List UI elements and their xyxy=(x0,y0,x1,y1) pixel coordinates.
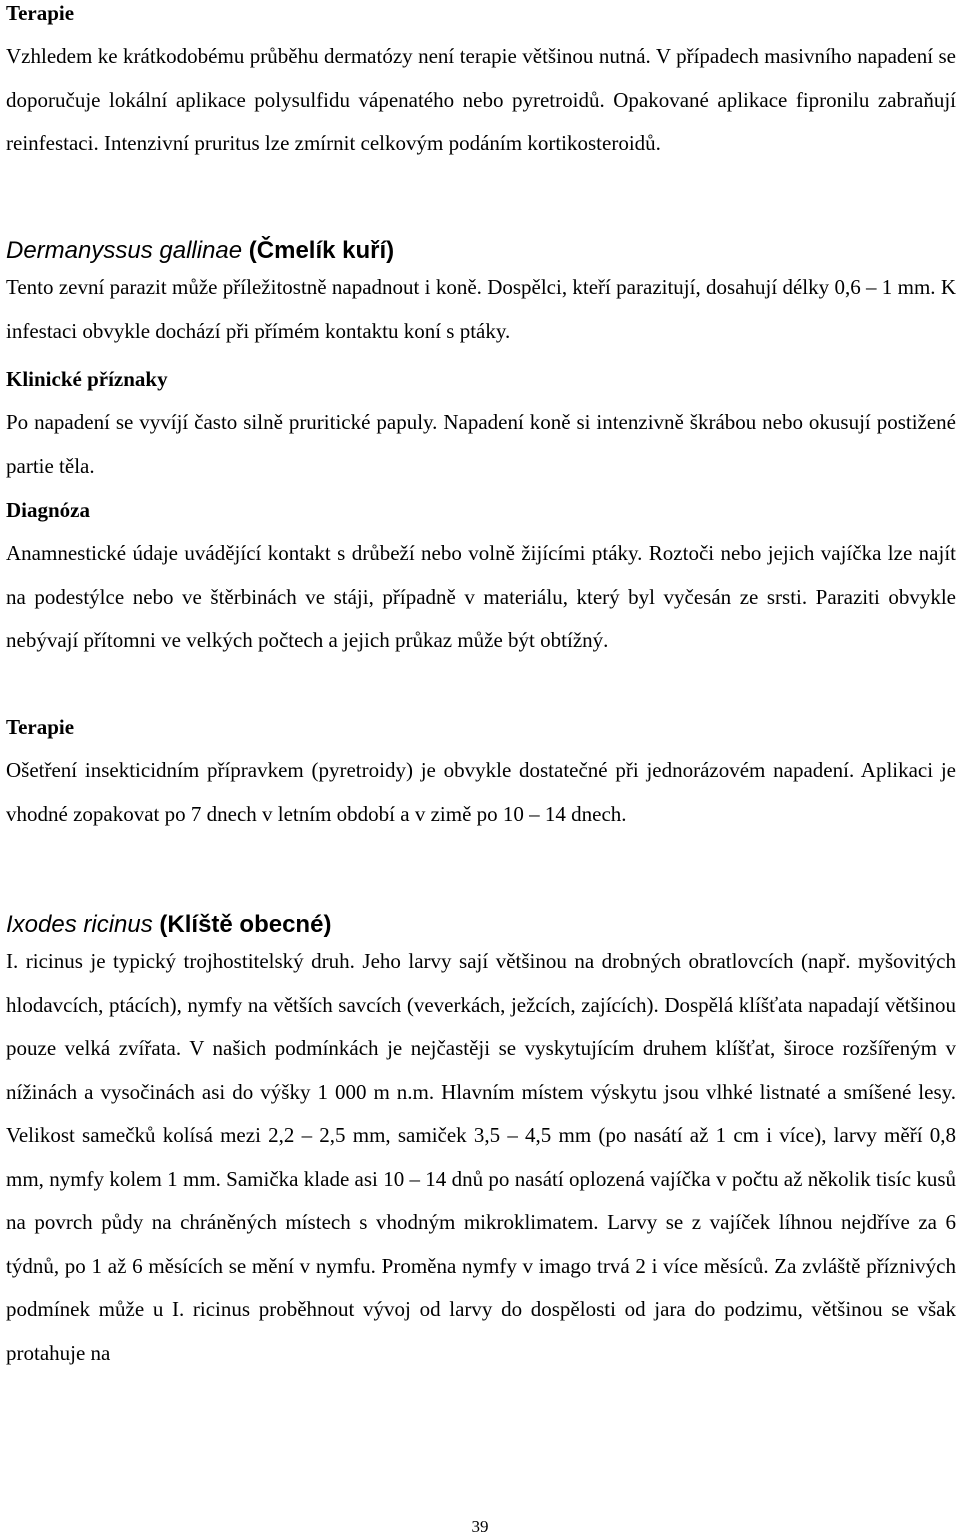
section-paragraph: Anamnestické údaje uvádějící kontakt s drůbeží nebo volně žijícími ptáky. Roztoči nebo jejich vajíčka lze najít na podestýlce nebo ve štěrbinách ve stáji, případně v materiálu, který byl vyčesán ze srsti. Paraziti obvykle nebývají přítomni ve velkých počtech a jejich průkaz může být obtížný. xyxy=(6,541,956,652)
section-paragraph: Po napadení se vyvíjí často silně pruritické papuly. Napadení koně si intenzivně škrábou nebo okusují postižené partie těla. xyxy=(6,410,956,478)
species-common-name: (Čmelík kuří) xyxy=(242,237,395,264)
section-ixodes xyxy=(6,910,956,1375)
section-paragraph: Ošetření insekticidním přípravkem (pyretroidy) je obvykle dostatečné při jednorázovém napadení. Aplikaci je vhodné zopakovat po 7 dnech v letním období a v zimě po 10 – 14 dnech. xyxy=(6,758,956,826)
section-heading: Diagnóza xyxy=(6,498,90,522)
section-paragraph: Vzhledem ke krátkodobému průběhu dermatózy není terapie většinou nutná. V případech masivního napadení se doporučuje lokální aplikace polysulfidu vápenatého nebo pyretroidů. Opakované aplikace fipronilu zabraňují reinfestaci. Intenzivní pruritus lze zmírnit celkovým podáním kortikosteroidů. xyxy=(6,44,956,155)
species-latin-name: Ixodes ricinus xyxy=(6,911,153,938)
section-dermanyssus xyxy=(6,236,956,353)
species-latin-name: Dermanyssus gallinae xyxy=(6,237,243,264)
section-diagnoza xyxy=(6,497,956,663)
section-heading: Klinické příznaky xyxy=(6,367,168,391)
section-terapie-1 xyxy=(6,0,956,166)
species-heading xyxy=(6,910,956,940)
species-common-name: (Klíště obecné) xyxy=(152,911,332,938)
page-number: 39 xyxy=(471,1517,489,1536)
section-heading: Terapie xyxy=(6,715,75,739)
section-paragraph: I. ricinus je typický trojhostitelský druh. Jeho larvy sají většinou na drobných obratlovcích (např. myšovitých hlodavcích, ptácích), nymfy na větších savcích (veverkách, ježcích, zajících). Dospělá klíšťata napadají většinou pouze velká zvířata. V našich podmínkách je nejčastěji se vyskytujícím druhem klíšťat, široce rozšířeným v nížinách a vysočinách asi do výšky 1 000 m n.m. Hlavním místem výskytu jsou vlhké listnaté a smíšené lesy. Velikost samečků kolísá mezi 2,2 – 2,5 mm, samiček 3,5 – 4,5 mm (po nasátí až 1 cm i více), larvy měří 0,8 mm, nymfy kolem 1 mm. Samička klade asi 10 – 14 dnů po nasátí oplozená vajíčka v počtu až několik tisíc kusů na povrch půdy na chráněných místech s vhodným mikroklimatem. Larvy se z vajíček líhnou nejdříve za 6 týdnů, po 1 až 6 měsících se mění v nymfu. Proměna nymfy v imago trvá 2 i více měsíců. Za zvláště příznivých podmínek může u I. ricinus proběhnout vývoj od larvy do dospělosti od jara do podzimu, většinou se však protahuje na xyxy=(6,949,956,1365)
section-paragraph: Tento zevní parazit může příležitostně napadnout i koně. Dospělci, kteří parazitují, dosahují délky 0,6 – 1 mm. K infestaci obvykle dochází při přímém kontaktu koní s ptáky. xyxy=(6,275,956,343)
section-terapie-2 xyxy=(6,714,956,836)
species-heading xyxy=(6,236,956,266)
section-klinicke-priznaky xyxy=(6,366,956,488)
section-heading: Terapie xyxy=(6,1,75,25)
